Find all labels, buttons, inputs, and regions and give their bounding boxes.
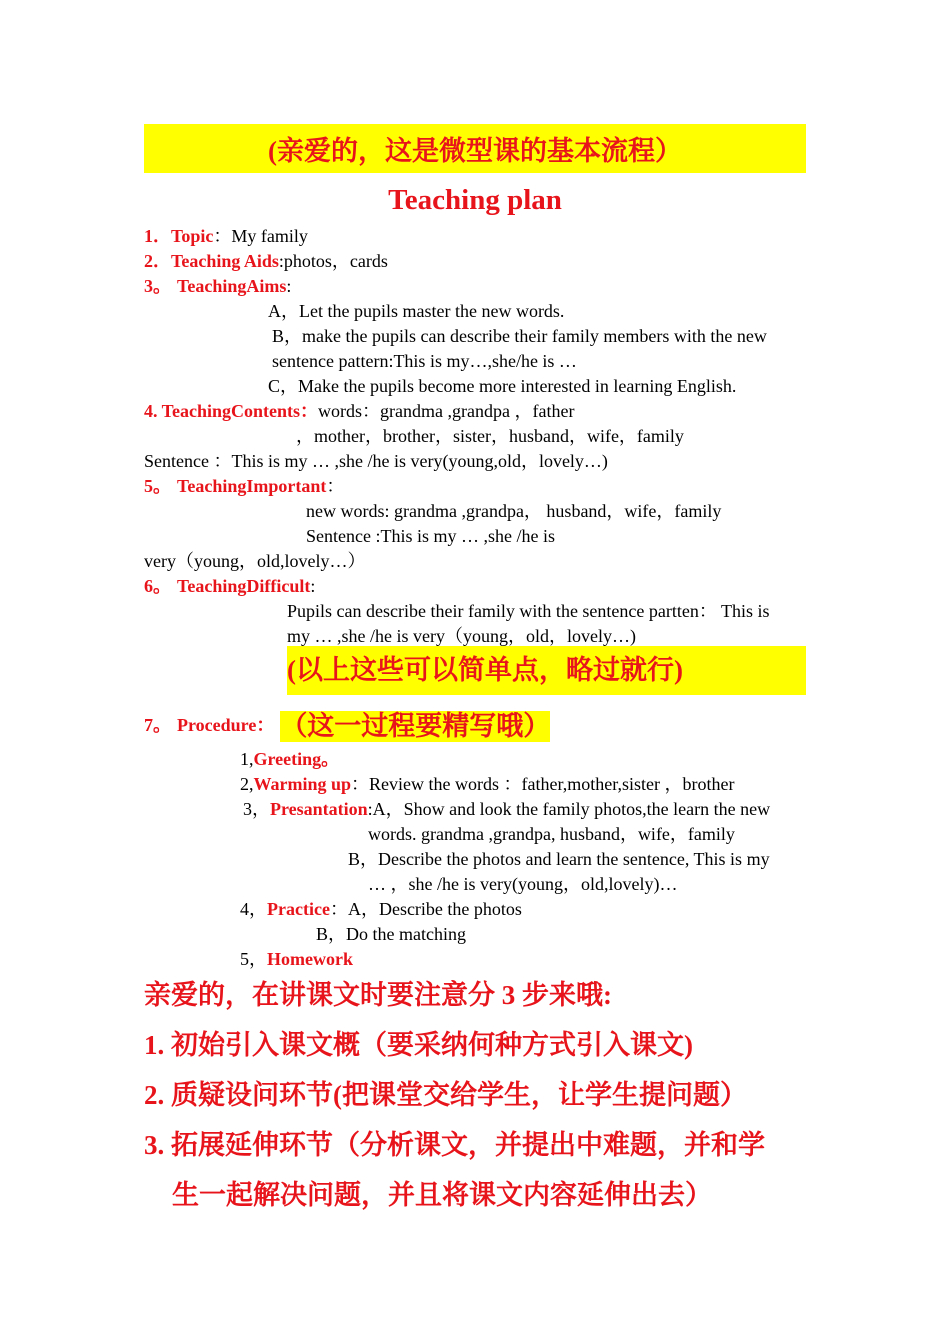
topic-sep: ： [213, 226, 232, 246]
step4-label: Practice [267, 899, 330, 919]
difficult-number: 6。 [144, 576, 171, 596]
step3-label: Presantation [270, 799, 368, 819]
contents-line1 [144, 399, 574, 424]
step4-rest: ：A，Describe the photos [329, 899, 522, 919]
aids-label: Teaching Aids [171, 251, 279, 271]
step4-number: 4， [240, 899, 267, 919]
aids-number: 2． [144, 251, 171, 271]
tips-step2: 2. 质疑设问环节(把课堂交给学生，让学生提问题） [144, 1080, 747, 1110]
tips-step3-line1: 3. 拓展延伸环节（分析课文，并提出中难题，并和学 [144, 1130, 765, 1160]
aims-label: TeachingAims [177, 276, 287, 296]
topic-line [144, 224, 308, 249]
topic-label: Topic [171, 226, 214, 246]
step-warming-up [240, 772, 735, 797]
step3-line3: B，Describe the photos and learn the sentence, This is my [348, 849, 770, 869]
aims-number: 3。 [144, 276, 171, 296]
important-line1: new words: grandma ,grandpa， husband，wife，family [306, 501, 722, 521]
step3-line2: words. grandma ,grandpa, husband，wife，family [368, 824, 735, 844]
important-heading [144, 474, 344, 499]
important-label: TeachingImportant [177, 476, 327, 496]
aim-b-line2: sentence pattern:This is my…,she/he is … [272, 351, 577, 371]
difficult-line2: my … ,she /he is very（young，old，lovely…) [287, 626, 636, 646]
step-greeting [240, 747, 339, 772]
flow-banner [144, 124, 806, 173]
aim-b-line1: B，make the pupils can describe their family members with the new [272, 326, 767, 346]
step-practice [240, 897, 522, 922]
simple-note: (以上这些可以简单点，略过就行) [287, 646, 806, 695]
topic-value: My family [231, 226, 308, 246]
step3-number: 3， [243, 799, 270, 819]
step-homework [240, 947, 353, 972]
aim-a: A，Let the pupils master the new words. [268, 301, 565, 321]
aims-heading [144, 274, 291, 299]
contents-label: 4. TeachingContents： [144, 401, 319, 421]
page-title: Teaching plan [388, 184, 562, 216]
aids-line [144, 249, 388, 274]
step5-label: Homework [267, 949, 353, 969]
tips-step1: 1. 初始引入课文概（要采纳何种方式引入课文) [144, 1030, 693, 1060]
step2-rest: ：Review the words ：father,mother,sister ，brother [351, 774, 735, 794]
tips-heading: 亲爱的，在讲课文时要注意分 3 步来哦: [144, 980, 612, 1010]
step1-label: Greeting [253, 749, 322, 769]
procedure-sep: ： [256, 715, 275, 735]
flow-banner-text: (亲爱的，这是微型课的基本流程） [268, 136, 682, 166]
procedure-note: （这一过程要精写哦） [280, 711, 551, 742]
difficult-sep: : [310, 576, 316, 596]
contents-line2: ，mother，brother，sister，husband，wife，family [296, 426, 684, 446]
important-sep: ： [326, 476, 345, 496]
important-number: 5。 [144, 476, 171, 496]
tips-step3-line2: 生一起解决问题，并且将课文内容延伸出去） [172, 1180, 712, 1210]
aims-sep: : [286, 276, 292, 296]
step1-rest: 。 [321, 749, 340, 769]
contents-sentence: Sentence ：This is my … ,she /he is very(young,old，lovely…) [144, 451, 608, 471]
aids-value: :photos，cards [278, 251, 388, 271]
step5-number: 5， [240, 949, 267, 969]
difficult-heading [144, 574, 315, 599]
step2-number: 2, [240, 774, 254, 794]
contents-words: words：grandma ,grandpa ，father [318, 401, 575, 421]
step-presentation [243, 797, 770, 822]
step2-label: Warming up [253, 774, 352, 794]
important-line3: very（young，old,lovely…） [144, 551, 366, 571]
step1-number: 1, [240, 749, 254, 769]
procedure-number: 7。 [144, 715, 171, 735]
step4-line2: B，Do the matching [316, 924, 466, 944]
step3-rest: :A，Show and look the family photos,the learn the new [367, 799, 771, 819]
difficult-label: TeachingDifficult [177, 576, 311, 596]
procedure-heading [144, 706, 550, 744]
aim-c: C，Make the pupils become more interested in learning English. [268, 376, 737, 396]
difficult-line1: Pupils can describe their family with the sentence partten： This is [287, 601, 770, 621]
important-line2: Sentence :This is my … ,she /he is [306, 526, 555, 546]
topic-number: 1． [144, 226, 171, 246]
step3-line4: … ，she /he is very(young，old,lovely)… [368, 874, 678, 894]
procedure-label: Procedure [177, 715, 257, 735]
